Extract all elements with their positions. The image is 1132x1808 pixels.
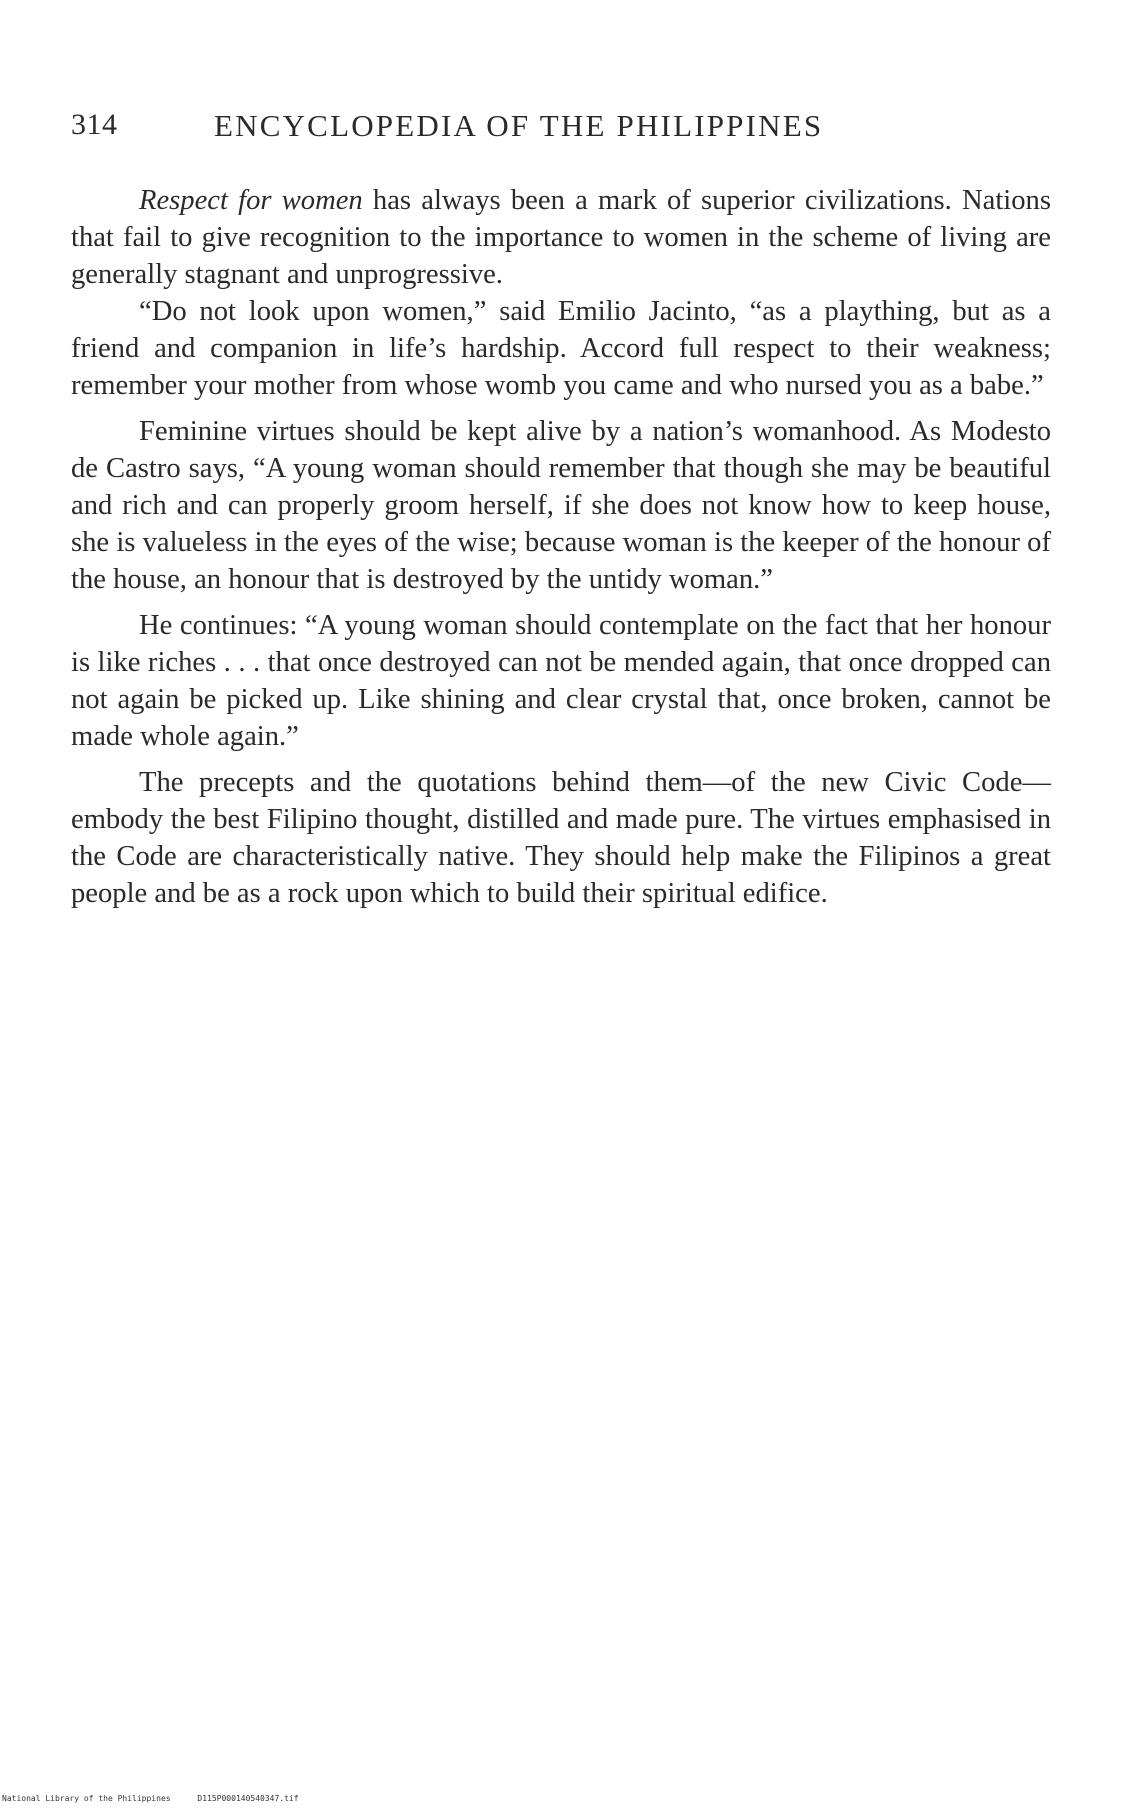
italic-lead-phrase: Respect for women (139, 185, 363, 216)
paragraph-emilio-jacinto-quote: “Do not look upon women,” said Emilio Jacinto, “as a plaything, but as a friend and companion in life’s hardship. Accord full respect to their weakness; remember your mother from whose womb you came and who nursed you as a babe.” (71, 296, 1051, 401)
body-text (71, 182, 1051, 912)
scan-footer (2, 1794, 321, 1803)
paragraph-text: has always been a mark of superior civilizations. Nations that fail to give recognition to the importance to women in the scheme of living are generally stagnant and unprogressive. (71, 185, 1051, 290)
file-name: D115P000140540347.tif (197, 1794, 299, 1803)
paragraph-continued-quote: He continues: “A young woman should contemplate on the fact that her honour is like riches . . . that once destroyed can not be mended again, that once dropped can not again be picked up. Like shining and clear crystal that, once broken, cannot be made whole again.” (71, 610, 1051, 752)
library-credit: National Library of the Philippines (2, 1794, 171, 1803)
running-head (71, 108, 1051, 148)
paragraph-modesto-de-castro-quote: Feminine virtues should be kept alive by a nation’s womanhood. As Modesto de Castro says, “A young woman should remember that though she may be beautiful and rich and can properly groom herself, if she does not know how to keep house, she is valueless in the eyes of the wise; because woman is the keeper of the honour of the house, an honour that is destroyed by the untidy woman.” (71, 416, 1051, 595)
page-number: 314 (71, 108, 118, 141)
book-title: ENCYCLOPEDIA OF THE PHILIPPINES (214, 108, 824, 143)
paragraph-respect-for-women (71, 182, 1051, 293)
paragraph-civic-code: The precepts and the quotations behind them—of the new Civic Code—embody the best Filipino thought, distilled and made pure. The virtues emphasised in the Code are characteristically native. They should help make the Filipinos a great people and be as a rock upon which to build their spiritual edifice. (71, 767, 1051, 909)
